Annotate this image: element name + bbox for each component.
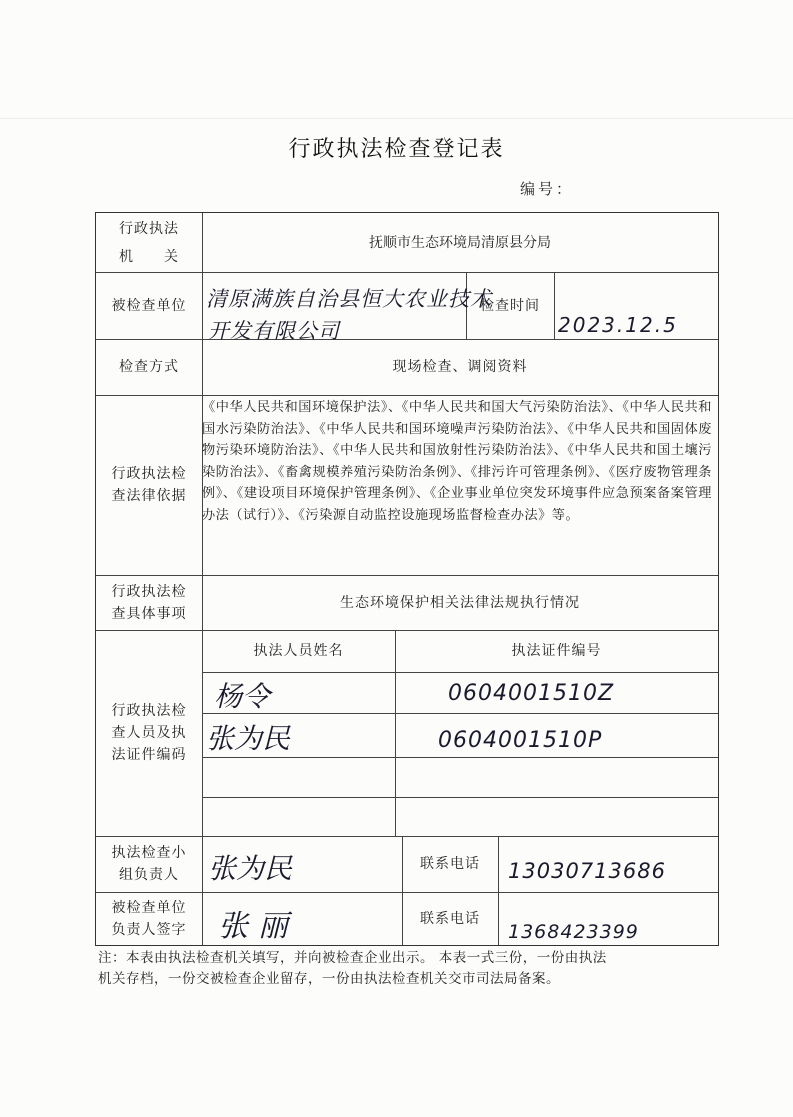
- officer-1-id: 0604001510Z: [448, 681, 615, 706]
- officer-id-column-header: 执法证件编号: [511, 643, 602, 659]
- inspected-unit-handwritten-line2: 开发有限公司: [208, 319, 340, 343]
- team-leader-label: 执法检查小 组负责人: [111, 845, 187, 883]
- specific-items-value: 生态环境保护相关法律法规执行情况: [340, 594, 580, 611]
- unit-head-phone: 1368423399: [508, 921, 639, 943]
- officer-2-id: 0604001510P: [438, 728, 603, 753]
- agency-value: 抚顺市生态环境局清原县分局: [369, 234, 551, 251]
- serial-number-label: 编号：: [520, 180, 575, 198]
- team-leader-phone-label: 联系电话: [420, 856, 480, 872]
- legal-basis-text: 《中华人民共和国环境保护法》、《中华人民共和国大气污染防治法》、《中华人民共和国水污染防治法》、《中华人民共和国环境噪声污染防治法》、《中华人民共和国固体废物污染环境防治法》、《中华人民共和国放射性污染防治法》、《中华人民共和国土壤污染防治法》、《畜禽规模养殖污染防治条例》、《排污许可管理条例》、《医疗废物管理条例》、《建设项目环境保护管理条例》、《企业事业单位突发环境事件应急预案备案管理办法（试行）》、《污染源自动监控设施现场监督检查办法》等。: [202, 400, 712, 523]
- officer-name-column-header: 执法人员姓名: [253, 643, 344, 659]
- specific-items-label: 行政执法检 查具体事项: [111, 583, 187, 622]
- form-title: 行政执法检查登记表: [288, 137, 505, 162]
- inspection-method-label: 检查方式: [119, 359, 179, 375]
- legal-basis-label: 行政执法检 查法律依据: [111, 466, 187, 504]
- scan-edge: [0, 118, 793, 119]
- inspection-time-handwritten: 2023.12.5: [558, 313, 678, 337]
- team-leader-phone: 13030713686: [508, 859, 666, 883]
- inspected-unit-handwritten-line1: 清原满族自治县恒大农业技术: [206, 287, 492, 311]
- inspection-method-value: 现场检查、调阅资料: [392, 359, 528, 375]
- inspection-time-label: 检查时间: [480, 297, 540, 314]
- registration-table: [95, 212, 719, 946]
- unit-head-phone-label: 联系电话: [420, 910, 480, 927]
- agency-label: 行政执法 机 关: [119, 220, 179, 265]
- unit-head-label: 被检查单位 负责人签字: [111, 899, 187, 938]
- unit-head-signature: 张丽: [218, 909, 298, 944]
- team-leader-signature: 张为民: [208, 852, 293, 885]
- inspected-unit-label: 被检查单位: [111, 297, 187, 314]
- officer-2-signature: 张为民: [206, 722, 291, 755]
- officer-1-signature: 杨令: [214, 680, 271, 713]
- footnote: 注：本表由执法检查机关填写，并向被检查企业出示。 本表一式三份，一份由执法 机关存档，一份交被检查企业留存，一份由执法检查机关交市司法局备案。: [98, 950, 607, 987]
- personnel-label: 行政执法检 查人员及执 法证件编码: [111, 703, 187, 763]
